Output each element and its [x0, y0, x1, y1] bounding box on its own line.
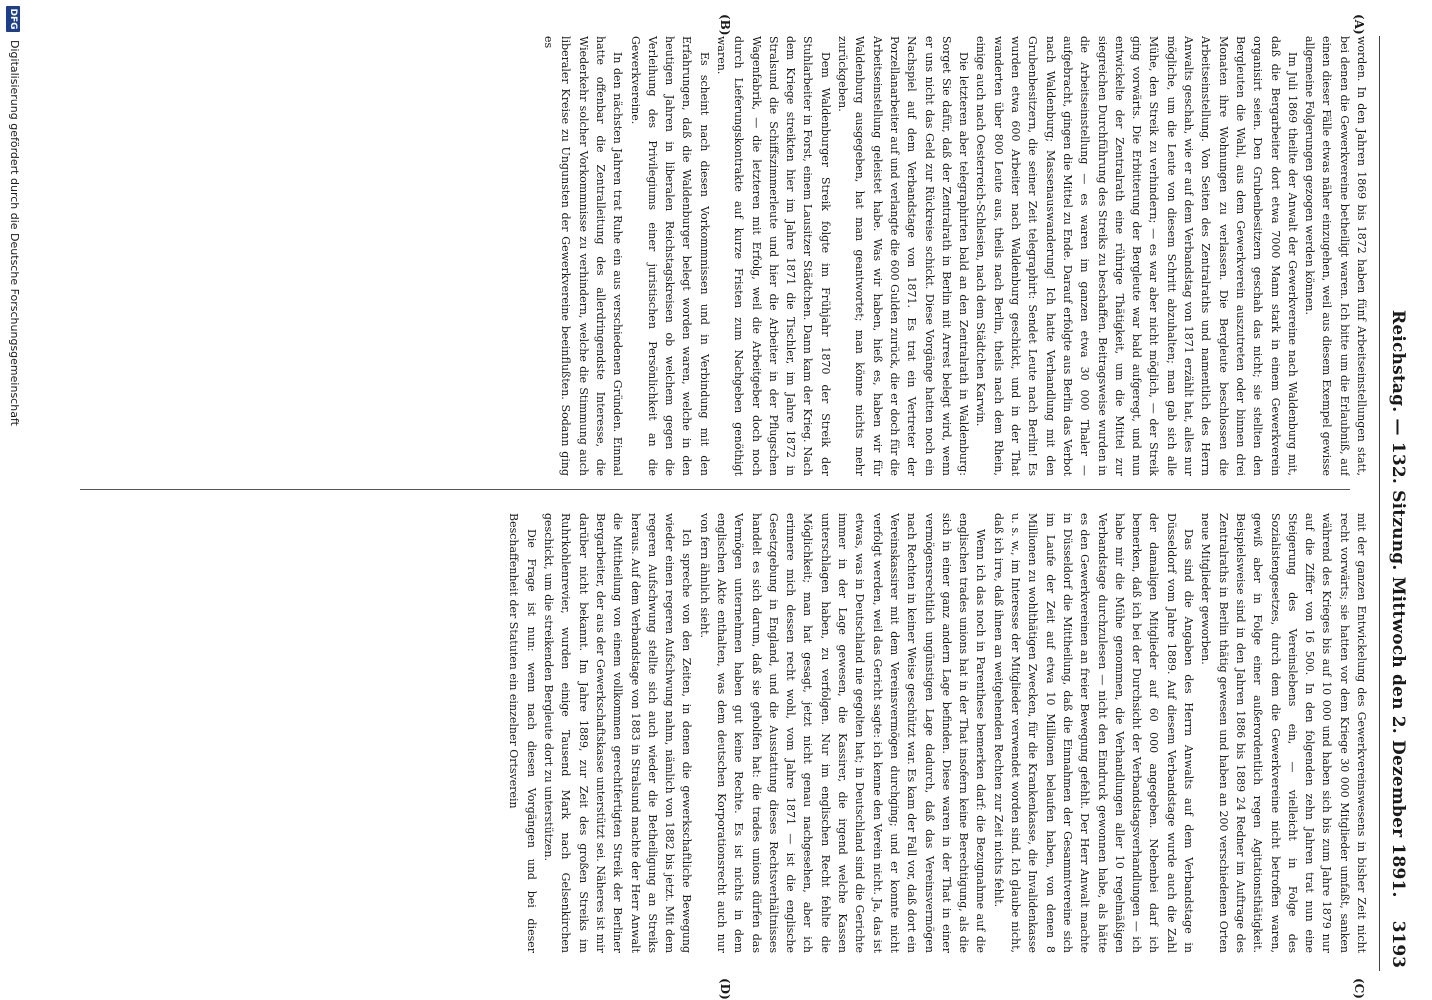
page-header [1382, 38, 1412, 968]
margin-marker-a: (A) [1352, 14, 1366, 35]
margin-marker-c: (C) [1352, 978, 1366, 999]
right-column [20, 513, 1370, 953]
digitization-footer [0, 0, 26, 1000]
left-paragraph-3: Die letzteren aber telegraphirten bald an den Zentralrath in Waldenburg: Sorget Sie dafür, daß der Zentralrath in Berlin mit Arrest belegt wird, wenn er uns nicht das Geld zur Rückreise schickt. Diese Vorgänge hatten noch ein Nachspiel auf dem Verbandstage von 1871. Es trat ein Vertreter der Porzellanarbeiter auf und verlangte die 600 Gulden zurück, die er doch für die Arbeitseinstellung geleistet habe. Was wir haben, hieß es, haben wir für Waldenburg ausgegeben, hat man geantwortet; man könne nichts mehr zurückgeben. [836, 36, 971, 476]
left-paragraph-4: Dem Waldenburger Streik folgte im Frühjahr 1870 der Streik der Stuhlarbeiter in Forst, einem Lausitzer Städtchen. Dann kam der Krieg. Nach dem Kriege streikten hier im Jahre 1871 die Tischler, im Jahre 1872 in Stralsund die Schiffszimmerleute und hier die Arbeiter in der Pflugschen Wagenfabrik, — die letzteren mit Erfolg, weil die Arbeitgeber doch noch durch Lieferungskontrakte auf kurze Fristen zum Nachgeben genöthigt waren. [715, 36, 832, 476]
running-title: Reichstag. — 132. Sitzung. Mittwoch den 2. Dezember 1891. [1388, 310, 1408, 898]
right-paragraph-4: Ich spreche von den Zeiten, in denen die gewerkschaftliche Bewegung wieder einen regeren Aufschwung nahm, nämlich von 1882 bis jetzt. Mit dem regeren Aufschwung stellte sich auch wieder die Betheiligung an Streiks heraus. Auf dem Verbandstage von 1883 in Stralsund machte der Herr Anwalt die Mittheilung von einem vollkommen gerechtfertigten Streik der Berliner Bergarbeiter, der aus der Gewerkschaftskasse unterstützt sei. Näheres ist mir darüber nicht bekannt. Im Jahre 1889, zur Zeit des großen Streiks im Ruhrkohlenrevier, wurden einige Tausend Mark nach Gelsenkirchen geschickt, um die streikenden Bergleute dort zu unterstützen. [542, 513, 694, 953]
right-paragraph-2: Das sind die Angaben des Herrn Anwalts auf dem Verbandstage in Düsseldorf vom Jahre 1889. Auf diesem Verbandstage wurde auch die Zahl der damaligen Mitglieder auf 60 000 angegeben. Nebenbei darf ich bemerken, daß ich bei der Durchsicht der Verbandstagsverhandlungen — ich habe mir die Mühe genommen, die Verhandlungen aller 10 regelmäßigen Verbandstage durchzulesen — nicht den Eindruck gewonnen habe, als hätte es den Gewerkvereinen an freier Bewegung gefehlt. Der Herr Anwalt machte in Düsseldorf die Mittheilung, daß die Einnahmen der Gesammtvereine sich im Laufe der Zeit auf etwa 10 Millionen belaufen haben, von denen 8 Millionen zu wohlthätigen Zwecken, für die Krankenkasse, die Invalidenkasse u. s. w., im Interesse der Mitglieder verwendet worden sind. Ich glaube nicht, daß ich irre, daß ihnen an weitgehenden Rechten zur Zeit nichts fehlt. [991, 513, 1196, 953]
left-paragraph-2: Im Juli 1869 theilte der Anwalt der Gewerkvereine nach Waldenburg mit, daß die Bergarbeiter dort etwa 7000 Mann stark in einem Gewerkverein organisirt seien. Den Grubenbesitzern geschah das nicht; sie stellten den Bergleuten die Wahl, aus dem Gewerkverein auszutreten oder binnen drei Monaten ihre Wohnungen zu verlassen. Die Bergleute beschlossen die Arbeitseinstellung. Von Seiten des Zentralraths und namentlich des Herrn Anwalts geschah, wie er auf dem Verbandstag von 1871 erzählt hat, alles nur mögliche, um die Leute von diesem Schritt abzuhalten; man gab sich alle Mühe, den Streik zu verhindern; — es war aber nicht möglich, — der Streik ging vorwärts. Die Erbitterung der Bergleute war bald aufgeregt, und nun entwickelte der Zentralrath eine rührige Thätigkeit, um die Mittel zur siegreichen Durchführung des Streiks zu beschaffen. Beitragsweise wurden in die Arbeitseinstellung — es waren im ganzen etwa 30 000 Thaler — aufgebracht, gingen die Mittel zu Ende. Darauf erfolgte aus Berlin das Verbot nach Waldenburg; Massenauswanderung! Ich hatte Verhandlung mit den Grubenbesitzern, die seiner Zeit telegraphirt: Sendet Leute nach Berlin! Es wurden etwa 600 Arbeiter nach Waldenburg geschickt, und in der That wanderten über 800 Leute aus, theils nach Berlin, theils nach dem Rhein, einige auch nach Oesterreich-Schlesien, nach dem Städtchen Karwin. [974, 36, 1299, 476]
margin-marker-d: (D) [718, 978, 732, 1000]
dfg-logo: DFG [6, 6, 20, 32]
header-rule [1379, 36, 1380, 971]
left-paragraph-1: worden. In den Jahren 1869 bis 1872 haben fünf Arbeitseinstellungen statt, bei denen die Gewerkvereine betheiligt waren. Ich bitte um die Erlaubniß, auf einen dieser Fälle etwas näher einzugehen, weil aus diesem Exempel gewisse allgemeine Folgerungen gezogen werden können. [1303, 36, 1368, 476]
funding-credit: Digitalisierung gefördert durch die Deutsche Forschungsgemeinschaft [8, 40, 21, 426]
page-number: 3193 [1388, 920, 1408, 968]
left-paragraph-6: In den nächsten Jahren trat Ruhe ein aus verschiedenen Gründen. Einmal hatte offenbar die Zentralleitung des allerdringendste Interesse, die Wiederkehr solcher Vorkommnisse zu verhindern, welche die Stimmung auch liberaler Kreise zu Ungunsten der Gewerkvereine beeinflußten. Sodann ging es [542, 36, 625, 476]
left-column [20, 36, 1370, 476]
right-paragraph-5: Die Frage ist nun: wenn nach diesen Vorgängen und bei dieser Beschaffenheit der Statuten ein einzelner Ortsverein [507, 513, 538, 953]
right-paragraph-1: mit der ganzen Entwickelung des Gewerkvereinswesens in bisher Zeit nicht recht vorwärts; sie hatten vor dem Kriege 30 000 Mitglieder umfaßt, sanken während des Krieges bis auf 10 000 und haben sich bis zum Jahre 1879 nur auf die Ziffer von 16 500. In den folgenden zehn Jahren trat nun eine Steigerung des Vereinslebens ein, — vielleicht in Folge des Sozialistengesetzes, durch dem die Gewerkvereine nicht betroffen waren, gewiß aber in Folge einer außerordentlich regen Agitationsthätigkeit. Beispielsweise sind in den Jahren 1886 bis 1889 24 Redner im Auftrage des Zentralraths in Berlin thätig gewesen und haben an 200 verschiedenen Orten neue Mitglieder geworben. [1199, 513, 1368, 953]
right-paragraph-3: Wenn ich das noch in Parenthese bemerken darf: die Bezugnahme auf die englischen trades unions hat in der That insofern keine Berechtigung, als die sich in einer ganz andern Lage befinden. Diese waren in der That in einer vermögensrechtlich ungünstigen Lage dadurch, daß das Vereinsvermögen nach Rechten in keiner Weise geschützt war. Es kam der Fall vor, daß dort ein Vereinskassirer mit dem Vereinsvermögen durchging; und er konnte nicht verfolgt werden, weil das Gericht sagte: ich kenne den Verein nicht. Ja, das ist etwas, was in Deutschland nie gegolten hat; in Deutschland sind die Gerichte immer in der Lage gewesen, die Kassirer, die irgend welche Kassen unterschlagen haben, zu verfolgen. Nur im englischen Recht fehlte die Möglichkeit; man hat gesagt, jetzt nicht genau nachgesehen, aber ich erinnere mich dessen recht wohl, vom Jahre 1871 — ist die englische Gesetzgebung in England, und die Ausstattung dieses Rechtsverhältnisses handelt es sich darum, daß sie geholfen hat: die trades unions dürfen das Vermögen unternehmen haben gut keine Rechte. Es ist nichts in dem englischen Akte enthalten, was dem deutschen Korporationsrecht auch nur von fern ähnlich sieht. [697, 513, 988, 953]
margin-marker-b: (B) [718, 14, 732, 36]
left-paragraph-5: Es scheint nach diesen Vorkommnissen und in Verbindung mit den Erfahrungen, daß die Waldenburger belegt worden waren, welche in den heutigen Jahren in liberalen Reichstagskreisen ob welchem gegen die Verleihung des Privilegiums einer juristischen Persönlichkeit an die Gewerkvereine. [628, 36, 711, 476]
column-divider [80, 489, 1350, 490]
